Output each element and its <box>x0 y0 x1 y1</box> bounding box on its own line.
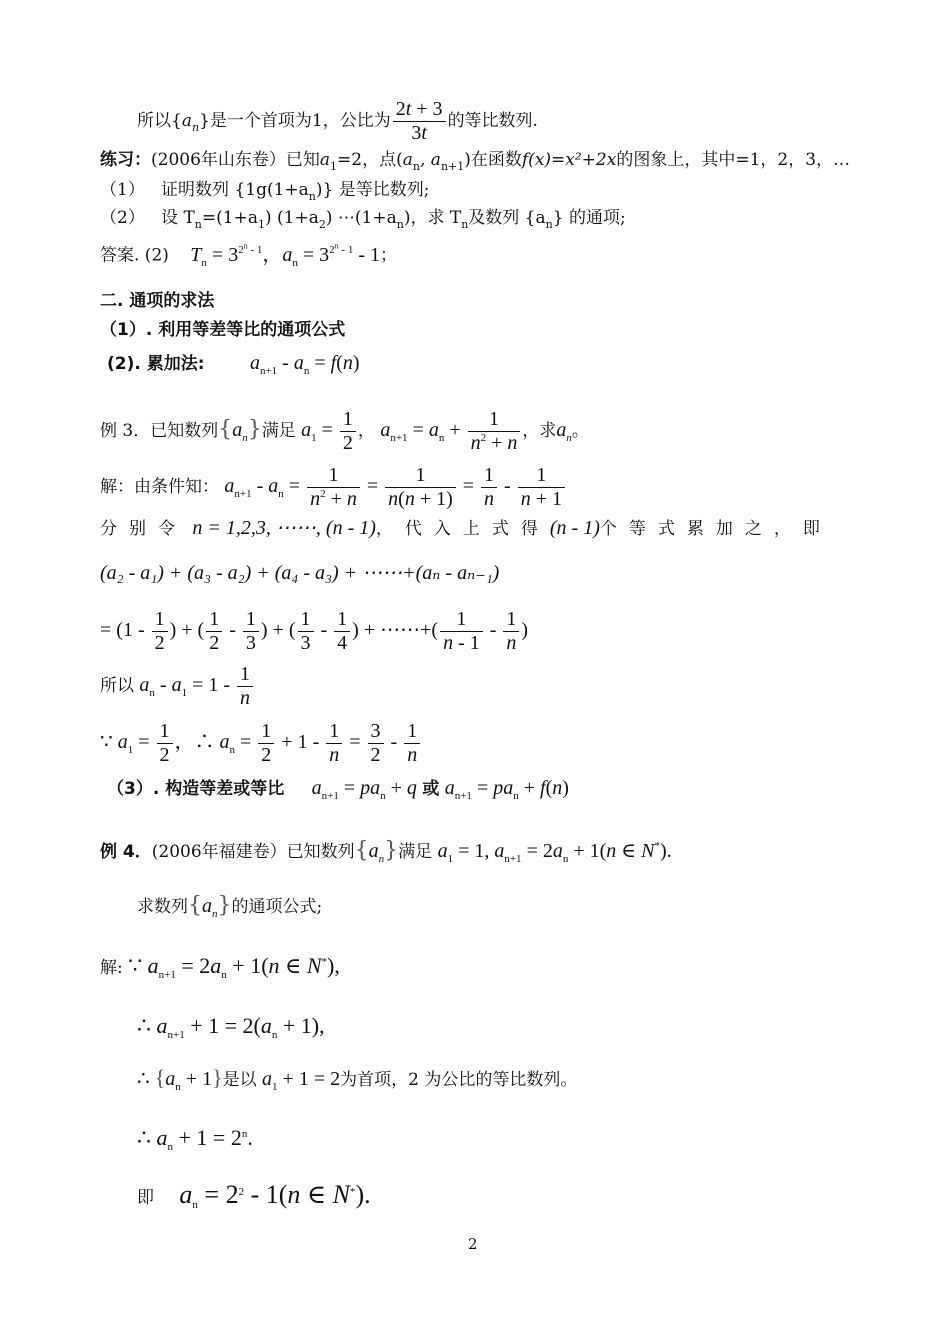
section-title: 二. 通项的求法 <box>100 291 215 311</box>
solution-4-line-2: ∴ $a_{n+1} + 1 = 2(a_n + 1)$, <box>137 1013 325 1041</box>
method-3-title: （3）. 构造等差或等比 $a_{n+1} = pa_n + q$ 或 $a_{n+1} = pa_n + f(n)$ <box>107 777 569 802</box>
exercise-question-2: （2） 设 $T_n=(1+a_1)$ $(1+a_2)$ $\cdots(1+a_n)$，求 $T_n$及数列 $\{a_n\}$ 的通项; <box>100 208 626 231</box>
conclusion-line: 所以$\{a_n\}$是一个首项为1，公比为 $\frac{2t + 3}{3t}$ 的等比数列. <box>137 98 538 144</box>
solution-4-final: 即 $a_n = 2^2 - 1(n$ ∈ N*). <box>137 1180 371 1211</box>
exercise-question-1: （1） 证明数列 $\{1g(1+a_n)\}$ 是等比数列; <box>100 180 430 203</box>
example-3: 例 3．已知数列$\{a_n\}$满足 $a_1$ = $\frac{1}{2}$ ， $a_{n+1} = a_n$ + $\frac{1}{n^2 + n}$ ，求$a_n$。 <box>100 408 589 454</box>
exercise-line: 练习：(2006年山东卷）已知$a_1=2$，点($a_n$, $a_{n+1}$)在函数f(x)=x²+2x的图象上，其中=1，2，3，… <box>100 150 851 173</box>
answer-line: 答案. (2) $T_n = 3^{2^n - 1}$，$a_n = 3^{2^n - 1} - 1$； <box>100 241 397 269</box>
example-4-ask: 求数列$\{a_n\}$的通项公式; <box>137 893 323 920</box>
method-2-title: (2). 累加法: $a_{n+1} - a_n = f(n)$ <box>107 352 360 377</box>
so-line: 所以 $a_n - a_1 = 1$ - $\frac{1}{n}$ <box>100 663 255 710</box>
page-number: 2 <box>468 1235 478 1253</box>
telescope-line: = (1 - $\frac{1}{2}$ ) + ( $\frac{1}{2}$ - $\frac{1}{3}$ ) + ( $\frac{1}{3}$ - $\frac{1}{4}$ ) + ⋯⋯+( $\frac{1}{n - 1}$ - $\frac{1}{n}$ ) <box>100 608 529 654</box>
sum-line: (a₂ - a₁) + (a₃ - a₂) + (a₄ - a₃) + ⋯⋯+(aₙ - aₙ₋₁) <box>100 562 500 584</box>
solution-3: 解：由条件知： $a_{n+1} - a_n$ = $\frac{1}{n^2 + n}$ = $\frac{1}{n(n + 1)}$ = $\frac{1}{n}$ - $\frac{1}{n + 1}$ <box>100 464 567 511</box>
result-3: ∵ $a_1$ = $\frac{1}{2}$ ，∴ $a_n$ = $\frac{1}{2}$ + 1 - $\frac{1}{n}$ = $\frac{3}{2}$ - $\frac{1}{n}$ <box>100 720 422 767</box>
solution-4-line-3: ∴ $\{a_n + 1\}$是以 $a_1 + 1 = 2$为首项，2 为公比的等比数列。 <box>137 1065 578 1093</box>
solution-4-line-4: ∴ $a_n + 1 = 2^n$. <box>137 1125 253 1153</box>
example-4: 例 4．(2006年福建卷）已知数列$\{a_n\}$满足 $a_1 = 1$, $a_{n+1} = 2a_n + 1(n$ ∈ N*). <box>100 838 672 865</box>
method-1-title: （1）. 利用等差等比的通项公式 <box>100 320 346 340</box>
let-line: 分别令 n = 1,2,3, ⋯⋯, (n - 1)，代入上式得(n - 1)个等式累加之，即 <box>100 517 832 539</box>
solution-4-line-1: 解: ∵ $a_{n+1} = 2a_n + 1(n$ ∈ N*), <box>100 953 340 981</box>
ratio-fraction: $\frac{2t + 3}{3t}$ <box>393 98 446 145</box>
